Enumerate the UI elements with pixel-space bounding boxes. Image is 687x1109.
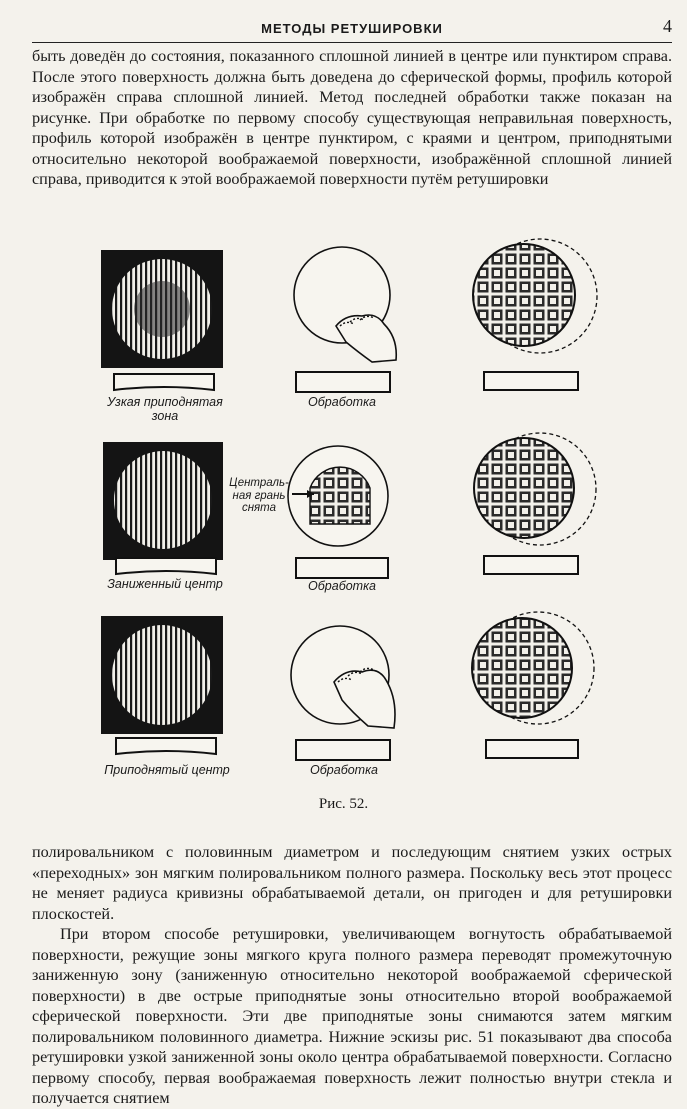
paragraph-bottom-1: полировальником с половинным диаметром и последующим снятием узких острых «переходных» зон мягким полировальником полного размера. Поскольку весь этот процесс не меняет радиуса кривизны обрабатываемой детали, он пригоден и для ретушировки плоскостей. — [32, 843, 672, 923]
row-2-pad-image — [103, 442, 223, 560]
row-3-processing-hand — [291, 626, 395, 728]
header-title: МЕТОДЫ РЕТУШИРОВКИ — [261, 21, 443, 36]
paragraph-bottom-2: При втором способе ретушировки, увеличивающем вогнутость обрабатываемой поверхности, режущие зоны мягкого круга полного размера переводят промежуточную заниженную зону (заниженную относительно некоторой воображаемой сферической поверхности) в две острые приподнятые зоны относительно второй воображаемой сферической поверхности. Эти две приподнятые зоны снимаются затем мягким полировальником половинного диаметра. Нижние эскизы рис. 51 показывают два способа ретушировки узкой заниженной зоны около центра обрабатываемой поверхности. Согласно первому способу, первая воображаемая поверхность лежит полностью внутри стекла и получается снятием — [32, 925, 672, 1107]
row-1-pad-profile — [114, 374, 214, 390]
row-3-result-profile — [486, 740, 578, 758]
row-2-left-caption: Заниженный центр — [107, 577, 223, 591]
row-1-middle-caption: Обработка — [308, 395, 376, 409]
page-number: 4 — [663, 16, 672, 36]
paragraph-top-text: быть доведён до состояния, показанного сплошной линией в центре или пунктиром справа. После этого поверхность должна быть доведена до сферической формы, профиль которой изображён справа сплошной линией. Метод последней обработки также показан на рисунке. При обработке по первому способу существующая неправильная поверхность, профиль которой изображён в центре пунктиром, с краями и центром, приподнятыми относительно некоторой воображаемой поверхности, изображённой сплошной линией справа, приводится к этой воображаемой поверхности путём ретушировки — [32, 47, 672, 188]
row-1-result-grid — [473, 239, 597, 353]
figure-caption: Рис. 52. — [318, 796, 369, 812]
row-3-middle-caption: Обработка — [310, 763, 378, 777]
row-2-processing-grid — [288, 446, 388, 546]
row-3-pad-profile — [116, 738, 216, 754]
row-1-processing-profile — [296, 372, 390, 392]
row-2-pad-profile — [116, 558, 216, 574]
row-3-processing-profile — [296, 740, 390, 760]
row-2-result-profile — [484, 556, 578, 574]
figure-annotation: Централь-ная грань снята — [229, 477, 289, 514]
row-1-processing-hand — [294, 247, 396, 362]
row-1-left-caption: Узкая приподнятая зона — [107, 395, 223, 423]
row-1-pad-image — [101, 250, 223, 368]
row-2-processing-profile — [296, 558, 388, 578]
row-2-middle-caption: Обработка — [308, 579, 376, 593]
row-3-result-grid — [472, 612, 594, 724]
row-3-pad-image — [101, 616, 223, 734]
row-2-result-grid — [474, 433, 596, 545]
row-1-result-profile — [484, 372, 578, 390]
paragraph-bottom — [32, 842, 672, 1109]
row-3-left-caption: Приподнятый центр — [104, 763, 230, 777]
